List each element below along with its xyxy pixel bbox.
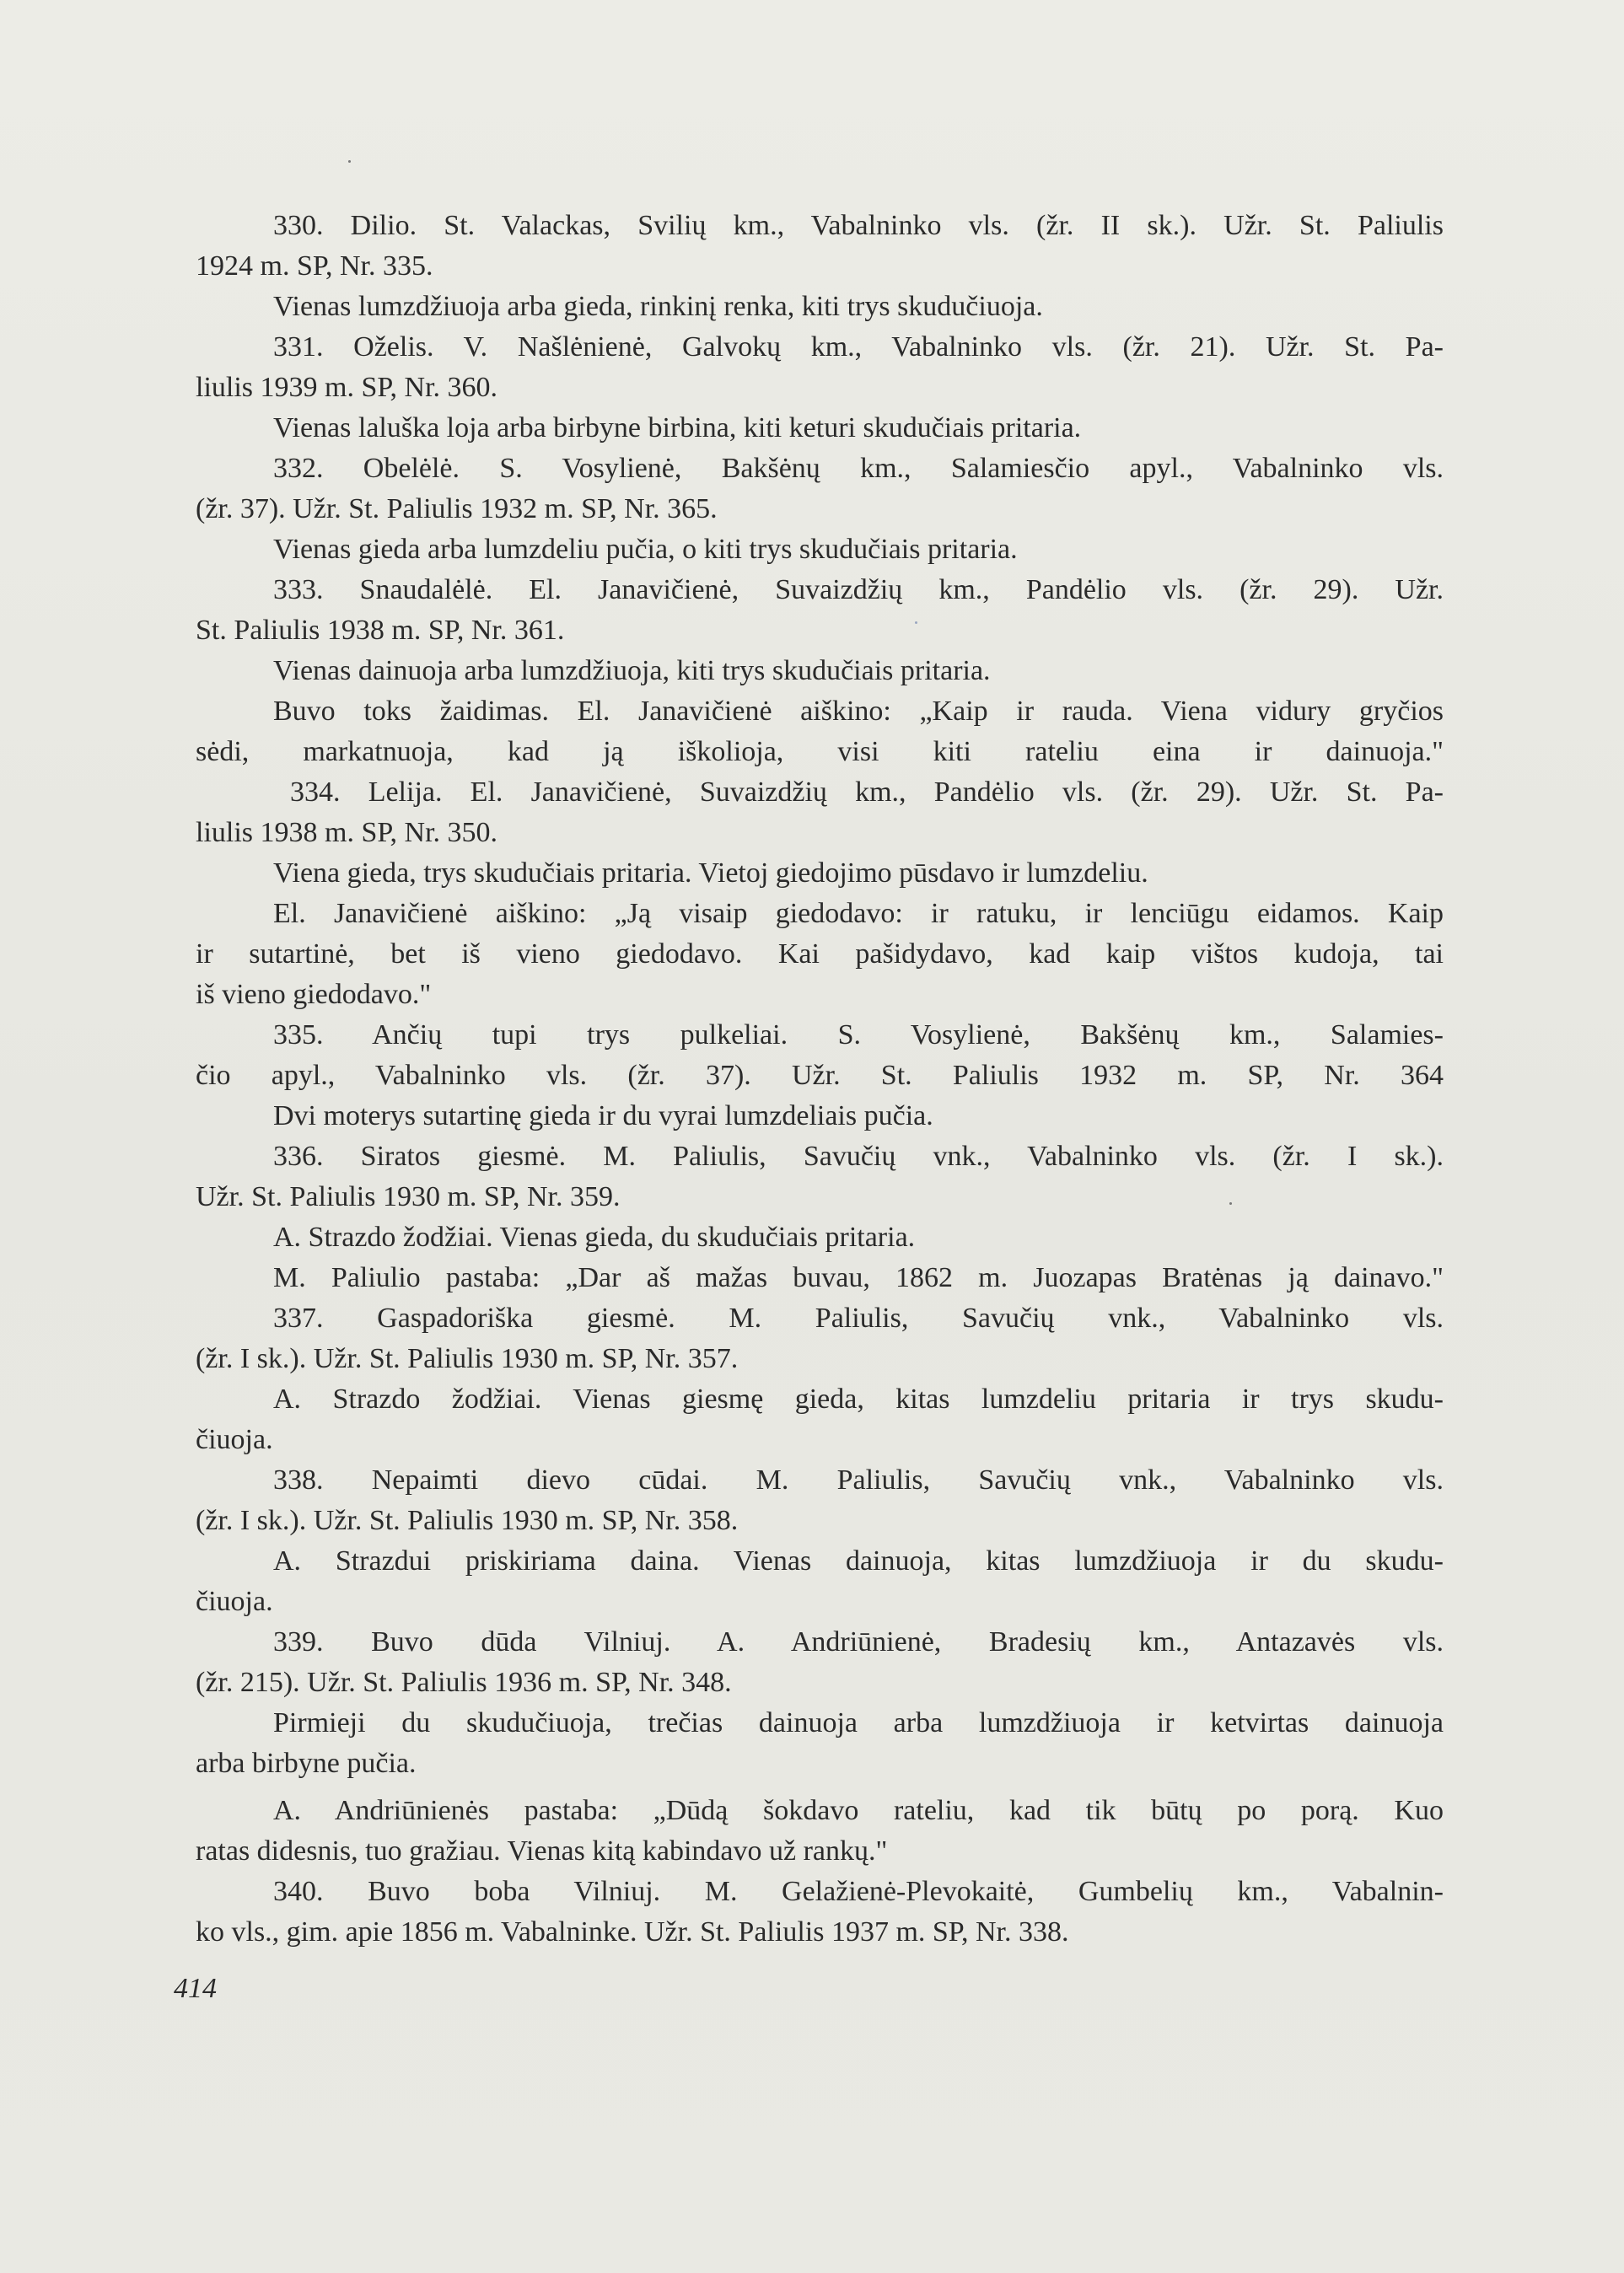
text-line: 337. Gaspadoriška giesmė. M. Paliulis, Savučių vnk., Vabalninko vls. (273, 1303, 1444, 1334)
text-line: ko vls., gim. apie 1856 m. Vabalninke. Užr. St. Paliulis 1937 m. SP, Nr. 338. (196, 1916, 1069, 1948)
text-line: Vienas lumzdžiuoja arba gieda, rinkinį renka, kiti trys skudučiuoja. (273, 291, 1043, 322)
text-line: Vienas dainuoja arba lumzdžiuoja, kiti trys skudučiais pritaria. (273, 655, 991, 686)
text-line: (žr. I sk.). Užr. St. Paliulis 1930 m. SP, Nr. 357. (196, 1343, 739, 1374)
text-line: iš vieno giedodavo." (196, 979, 432, 1010)
text-line: Viena gieda, trys skudučiais pritaria. Vietoj giedojimo pūsdavo ir lumzdeliu. (273, 857, 1148, 889)
page-number: 414 (174, 1973, 217, 2004)
text-line: čiuoja. (196, 1424, 273, 1455)
text-line: 340. Buvo boba Vilniuj. M. Gelažienė-Plevokaitė, Gumbelių km., Vabalnin- (273, 1876, 1444, 1907)
text-line: El. Janavičienė aiškino: „Ją visaip giedodavo: ir ratuku, ir lenciūgu eidamos. Kaip (273, 898, 1444, 929)
text-line: (žr. 37). Užr. St. Paliulis 1932 m. SP, Nr. 365. (196, 493, 718, 524)
text-line: čio apyl., Vabalninko vls. (žr. 37). Užr. St. Paliulis 1932 m. SP, Nr. 364 (196, 1060, 1444, 1091)
text-line: (žr. 215). Užr. St. Paliulis 1936 m. SP, Nr. 348. (196, 1667, 732, 1698)
text-line: M. Paliulio pastaba: „Dar aš mažas buvau, 1862 m. Juozapas Bratėnas ją dainavo." (273, 1262, 1444, 1293)
text-line: ratas didesnis, tuo gražiau. Vienas kitą kabindavo už rankų." (196, 1835, 888, 1867)
text-line: 335. Ančių tupi trys pulkeliai. S. Vosylienė, Bakšėnų km., Salamies- (273, 1019, 1444, 1051)
text-line: 333. Snaudalėlė. El. Janavičienė, Suvaizdžių km., Pandėlio vls. (žr. 29). Užr. (273, 574, 1444, 605)
text-line: A. Strazdo žodžiai. Vienas giesmę gieda, kitas lumzdeliu pritaria ir trys skudu- (273, 1384, 1444, 1415)
text-line: ir sutartinė, bet iš vieno giedodavo. Kai pašidydavo, kad kaip vištos kudoja, tai (196, 938, 1444, 970)
text-line: 332. Obelėlė. S. Vosylienė, Bakšėnų km., Salamiesčio apyl., Vabalninko vls. (273, 453, 1444, 484)
text-line: liulis 1938 m. SP, Nr. 350. (196, 817, 498, 848)
text-line: sėdi, markatnuoja, kad ją iškolioja, visi kiti rateliu eina ir dainuoja." (196, 736, 1444, 767)
text-line: čiuoja. (196, 1586, 273, 1617)
paper-speck (348, 160, 351, 163)
text-line: 338. Nepaimti dievo cūdai. M. Paliulis, Savučių vnk., Vabalninko vls. (273, 1464, 1444, 1496)
text-line: 339. Buvo dūda Vilniuj. A. Andriūnienė, Bradesių km., Antazavės vls. (273, 1626, 1444, 1658)
text-line: 331. Oželis. V. Našlėnienė, Galvokų km., Vabalninko vls. (žr. 21). Užr. St. Pa- (273, 331, 1444, 363)
text-line: A. Strazdo žodžiai. Vienas gieda, du skudučiais pritaria. (273, 1222, 916, 1253)
text-line: liulis 1939 m. SP, Nr. 360. (196, 372, 498, 403)
text-line: Buvo toks žaidimas. El. Janavičienė aiškino: „Kaip ir rauda. Viena vidury gryčios (273, 696, 1444, 727)
text-line: 336. Siratos giesmė. M. Paliulis, Savučių vnk., Vabalninko vls. (žr. I sk.). (273, 1141, 1444, 1172)
text-line: 330. Dilio. St. Valackas, Svilių km., Vabalninko vls. (žr. II sk.). Užr. St. Paliulis (273, 210, 1444, 241)
text-line: A. Strazdui priskiriama daina. Vienas dainuoja, kitas lumzdžiuoja ir du skudu- (273, 1545, 1444, 1577)
text-line: St. Paliulis 1938 m. SP, Nr. 361. (196, 615, 565, 646)
text-line: Vienas laluška loja arba birbyne birbina, kiti keturi skudučiais pritaria. (273, 412, 1082, 443)
text-line: 1924 m. SP, Nr. 335. (196, 250, 433, 282)
text-line: Pirmieji du skudučiuoja, trečias dainuoja arba lumzdžiuoja ir ketvirtas dainuoja (273, 1707, 1444, 1738)
text-line: 334. Lelija. El. Janavičienė, Suvaizdžių km., Pandėlio vls. (žr. 29). Užr. St. Pa- (290, 776, 1444, 808)
text-line: Dvi moterys sutartinę gieda ir du vyrai lumzdeliais pučia. (273, 1100, 933, 1131)
text-line: A. Andriūnienės pastaba: „Dūdą šokdavo rateliu, kad tik būtų po porą. Kuo (273, 1795, 1444, 1826)
text-line: arba birbyne pučia. (196, 1748, 417, 1779)
text-line: Užr. St. Paliulis 1930 m. SP, Nr. 359. (196, 1181, 621, 1212)
text-line: (žr. I sk.). Užr. St. Paliulis 1930 m. SP, Nr. 358. (196, 1505, 739, 1536)
text-line: Vienas gieda arba lumzdeliu pučia, o kiti trys skudučiais pritaria. (273, 534, 1018, 565)
